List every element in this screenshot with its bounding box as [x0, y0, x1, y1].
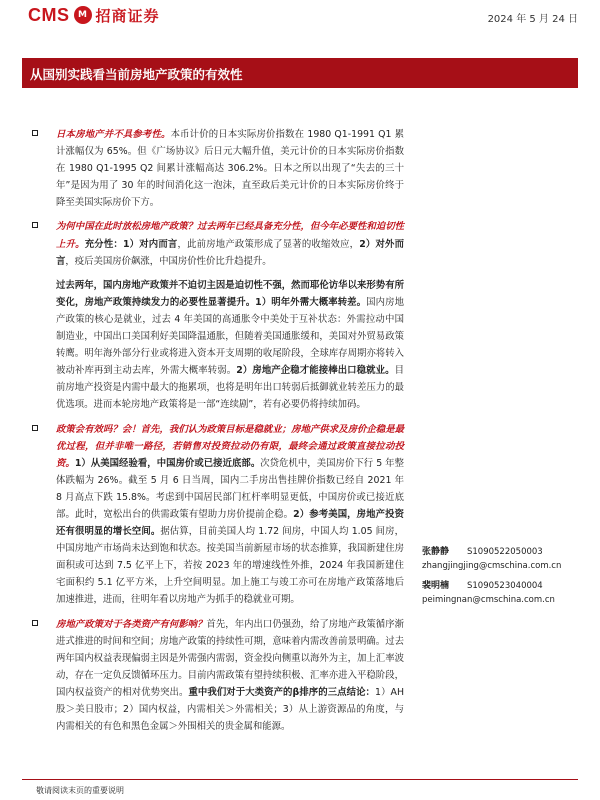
body-text: 2）参考美国，房地产投资还有很明显的增长空间。 — [56, 508, 404, 538]
body-text: 重中我们对于大类资产的β排序的三点结论： — [188, 686, 376, 698]
page-header — [0, 0, 600, 34]
body-text: 1）AH 股＞美日股市；2）国内权益，内需相关＞外需相关；3）从上游资源品的角度，与内需相关的有色和黑色金属＞外围相关的贵金属和能源。 — [56, 686, 404, 733]
title-banner — [22, 58, 578, 88]
body-text: 1）从美国经验看，中国房价或已接近底部。 — [74, 457, 261, 469]
paragraph — [32, 126, 404, 211]
square-bullet-icon — [32, 620, 38, 626]
analyst-row — [422, 579, 582, 593]
analyst-email[interactable]: peimingnan@cmschina.com.cn — [422, 595, 555, 605]
logo-chinese: 招商证券 — [95, 6, 160, 25]
body-text: 过去两年，国内房地产政策并不迫切主因是迫切性不强，然而耶伦访华以来形势有所变化，房地产政策持续发力的必要性显著提升。1）明年外需大概率转差。 — [56, 279, 404, 308]
highlight-text: 房地产政策对于各类资产有何影响？ — [56, 618, 207, 630]
body-text: 首先，年内出口仍强劲，给了房地产政策循序渐进式推进的时间和空间；房地产政策的持续性可期，意味着内需改善前景明确。过去两年国内权益表现偏弱主因是外需强内需弱，资金投向侧重以海外为主，加上汇率波动，存在一定负反馈循环压力。目前内需政策有望持续积极、汇率亦进入平稳阶段，国内权益资产的相对优势突出。 — [56, 618, 404, 698]
square-bullet-icon — [32, 222, 38, 228]
highlight-text: 政策会有效吗？会！首先，我们认为政策目标是稳就业；房地产供求及房价企稳是最优过程，但并非唯一路径，若销售对投资拉动仍有限，最终会通过政策直接拉动投资。 — [56, 423, 404, 469]
analyst-email[interactable]: zhangjingjing@cmschina.com.cn — [422, 561, 562, 571]
paragraph — [32, 218, 404, 269]
body-text: ，此前房地产政策形成了显著的收缩效应， — [177, 238, 360, 250]
body-text: 国内房地产政策的核心是就业，过去 4 年美国的高通胀令中美处于互补状态：外需拉动中国制造业，中国出口美国利好美国降温通胀，但随着美国通胀缓和，美国对外贸易政策转鹰。明年海外部分行业或将进入资本开支周期的收尾阶段，全球库存周期亦将转入被动补库再到主动去库，外需大概率转弱。 — [56, 296, 404, 377]
square-bullet-icon — [32, 130, 38, 136]
report-date: 2024 年 5 月 24 日 — [487, 14, 578, 25]
body-text: 次贷危机中，美国房价下行 5 年整体跌幅为 26%。截至 5 月 6 日当周，国内二手房出售挂牌价指数已经自 2021 年 8 月高点下跌 15.8%。考虑到中国居民部门杠杆率明显更低，中国房价或已接近底部。此时，宽松出台的供需政策有望助力房价提前企稳。 — [56, 457, 404, 520]
logo-mark-icon: M — [74, 6, 92, 24]
footer-divider — [22, 779, 578, 780]
report-title: 从国别实践看当前房地产政策的有效性 — [30, 67, 243, 82]
square-bullet-icon — [32, 425, 38, 431]
analyst-name: 张静静 — [422, 547, 450, 557]
body-text: 目前房地产投资是内需中最大的拖累项，也将是明年出口转弱后抵御就业转差压力的最优选项。进而本轮房地产政策将是一部“连续剧”，若有必要仍将持续加码。 — [56, 365, 404, 411]
cms-logo — [28, 4, 160, 26]
logo-latin: CMS — [28, 4, 70, 25]
report-body — [32, 126, 404, 742]
highlight-text: 日本房地产并不具参考性。 — [56, 129, 171, 140]
analyst-license: S1090522050003 — [467, 547, 543, 557]
analyst-panel — [422, 545, 582, 613]
analyst-row — [422, 545, 582, 559]
paragraph — [32, 616, 404, 736]
analyst-name: 裴明楠 — [422, 581, 450, 591]
body-text: 本币计价的日本实际房价指数在 1980 Q1-1991 Q1 累计涨幅仅为 65%。但《广场协议》后日元大幅升值，美元计价的日本实际房价指数在 1980 Q1-1995 Q2 间累计涨幅高达 306.2%。日本之所以出现了“失去的三十年”是因为用了 30 年的时间消化这一泡沫，直至政后美元计价的日本实际房价终于降至美国实际房价下方。 — [56, 129, 404, 209]
body-text: 充分性：1）对内而言 — [84, 238, 178, 250]
body-text: ，疫后美国房价飙涨，中国房价性价比升趋提升。 — [65, 255, 272, 267]
analyst-license: S1090523040004 — [467, 581, 543, 591]
body-text: 2）对外而言 — [56, 238, 404, 267]
body-text: 2）房地产企稳才能接棒出口稳就业。 — [236, 365, 395, 377]
footer-note: 敬请阅读末页的重要说明 — [36, 786, 124, 795]
paragraph — [32, 277, 404, 414]
highlight-text: 为何中国在此时放松房地产政策？过去两年已经具备充分性，但今年必要性和迫切性上升。 — [56, 221, 404, 250]
paragraph — [32, 421, 404, 609]
body-text: 据估算，目前美国人均 1.72 间房，中国人均 1.05 间房，中国房地产市场尚未达到饱和状态。按美国当前新屋市场的状态推算，我国新建住房面积或可达到 7.5 亿平上下，若按 2023 年的增速线性外推，2024 年我国新建住宅面积约 5.1 亿平方米，上升空间明显。加上施工与竣工亦可在房地产政策落地后加速推进，进而，往明年看以房地产为抓手的稳就业可期。 — [56, 526, 404, 606]
